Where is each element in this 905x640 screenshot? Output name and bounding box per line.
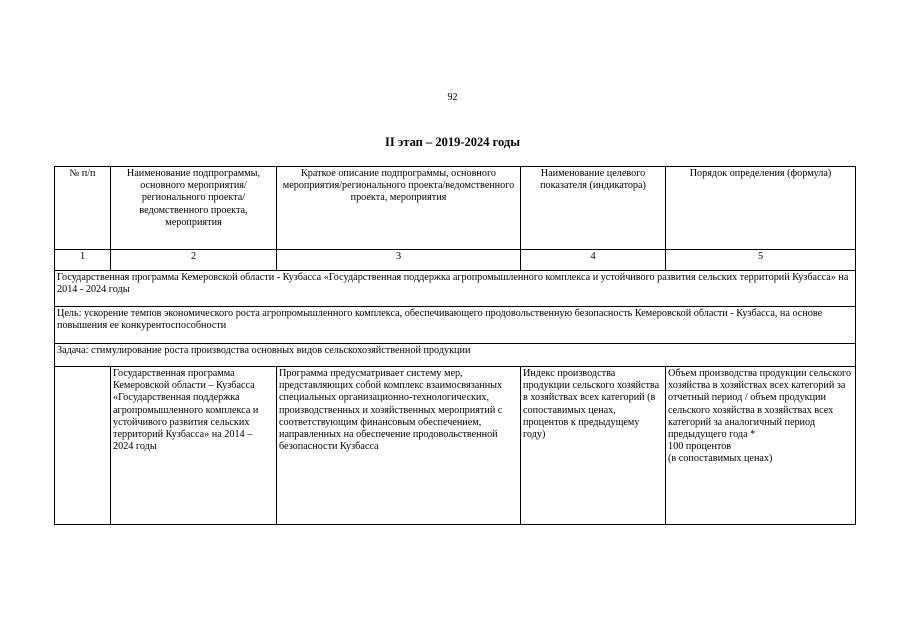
column-number: 2 — [111, 250, 277, 271]
row-number-cell — [55, 367, 111, 525]
row-indicator-cell: Индекс производства продукции сельского хозяйства в хозяйствах всех категорий (в сопоставимых ценах, процентов к предыдущему году) — [521, 367, 666, 525]
table-header-row — [55, 167, 856, 250]
header-number: № п/п — [55, 167, 111, 250]
row-name-cell: Государственная программа Кемеровской области – Кузбасса «Государственная поддержка агропромышленного комплекса и устойчивого развития сельских территорий Кузбасса» на 2014 – 2024 годы — [111, 367, 277, 525]
header-name: Наименование подпрограммы, основного мероприятия/регионального проекта/ведомственного проекта, мероприятия — [111, 167, 277, 250]
table-row — [55, 367, 856, 525]
header-indicator: Наименование целевого показателя (индикатора) — [521, 167, 666, 250]
row-formula-cell — [666, 367, 856, 525]
column-number: 3 — [277, 250, 521, 271]
goal-text: Цель: ускорение темпов экономического роста агропромышленного комплекса, обеспечивающего продовольственную безопасность Кемеровской области - Кузбасса, на основе повышения ее конкурентоспособности — [55, 307, 856, 344]
page-number: 92 — [447, 92, 458, 103]
stage-title: II этап – 2019-2024 годы — [385, 135, 520, 149]
header-description: Краткое описание подпрограммы, основного мероприятия/регионального проекта/ведомственного проекта, мероприятия — [277, 167, 521, 250]
indicators-table — [54, 166, 856, 525]
row-description-cell: Программа предусматривает систему мер, представляющих собой комплекс взаимосвязанных специальных организационно-технологических, производственных и хозяйственных мероприятий с соответствующим финансовым обеспечением, направленных на обеспечение продовольственной безопасности Кузбасса — [277, 367, 521, 525]
task-text: Задача: стимулирование роста производства основных видов сельскохозяйственной продукции — [55, 344, 856, 367]
column-number: 1 — [55, 250, 111, 271]
program-title: Государственная программа Кемеровской области - Кузбасса «Государственная поддержка агропромышленного комплекса и устойчивого развития сельских территорий Кузбасса» на 2014 - 2024 годы — [55, 271, 856, 307]
column-number: 4 — [521, 250, 666, 271]
formula-multiplier: 100 процентов — [668, 441, 732, 453]
formula-text: Объем производства продукции сельского хозяйства в хозяйствах всех категорий за отчетный период / объем продукции сельского хозяйства в хозяйствах всех категорий за аналогичный период предыдущего года * — [668, 368, 852, 441]
program-row — [55, 271, 856, 307]
task-row — [55, 344, 856, 367]
formula-note: (в сопоставимых ценах) — [668, 453, 773, 465]
column-numbers-row — [55, 250, 856, 271]
column-number: 5 — [666, 250, 856, 271]
goal-row — [55, 307, 856, 344]
header-formula: Порядок определения (формула) — [666, 167, 856, 250]
